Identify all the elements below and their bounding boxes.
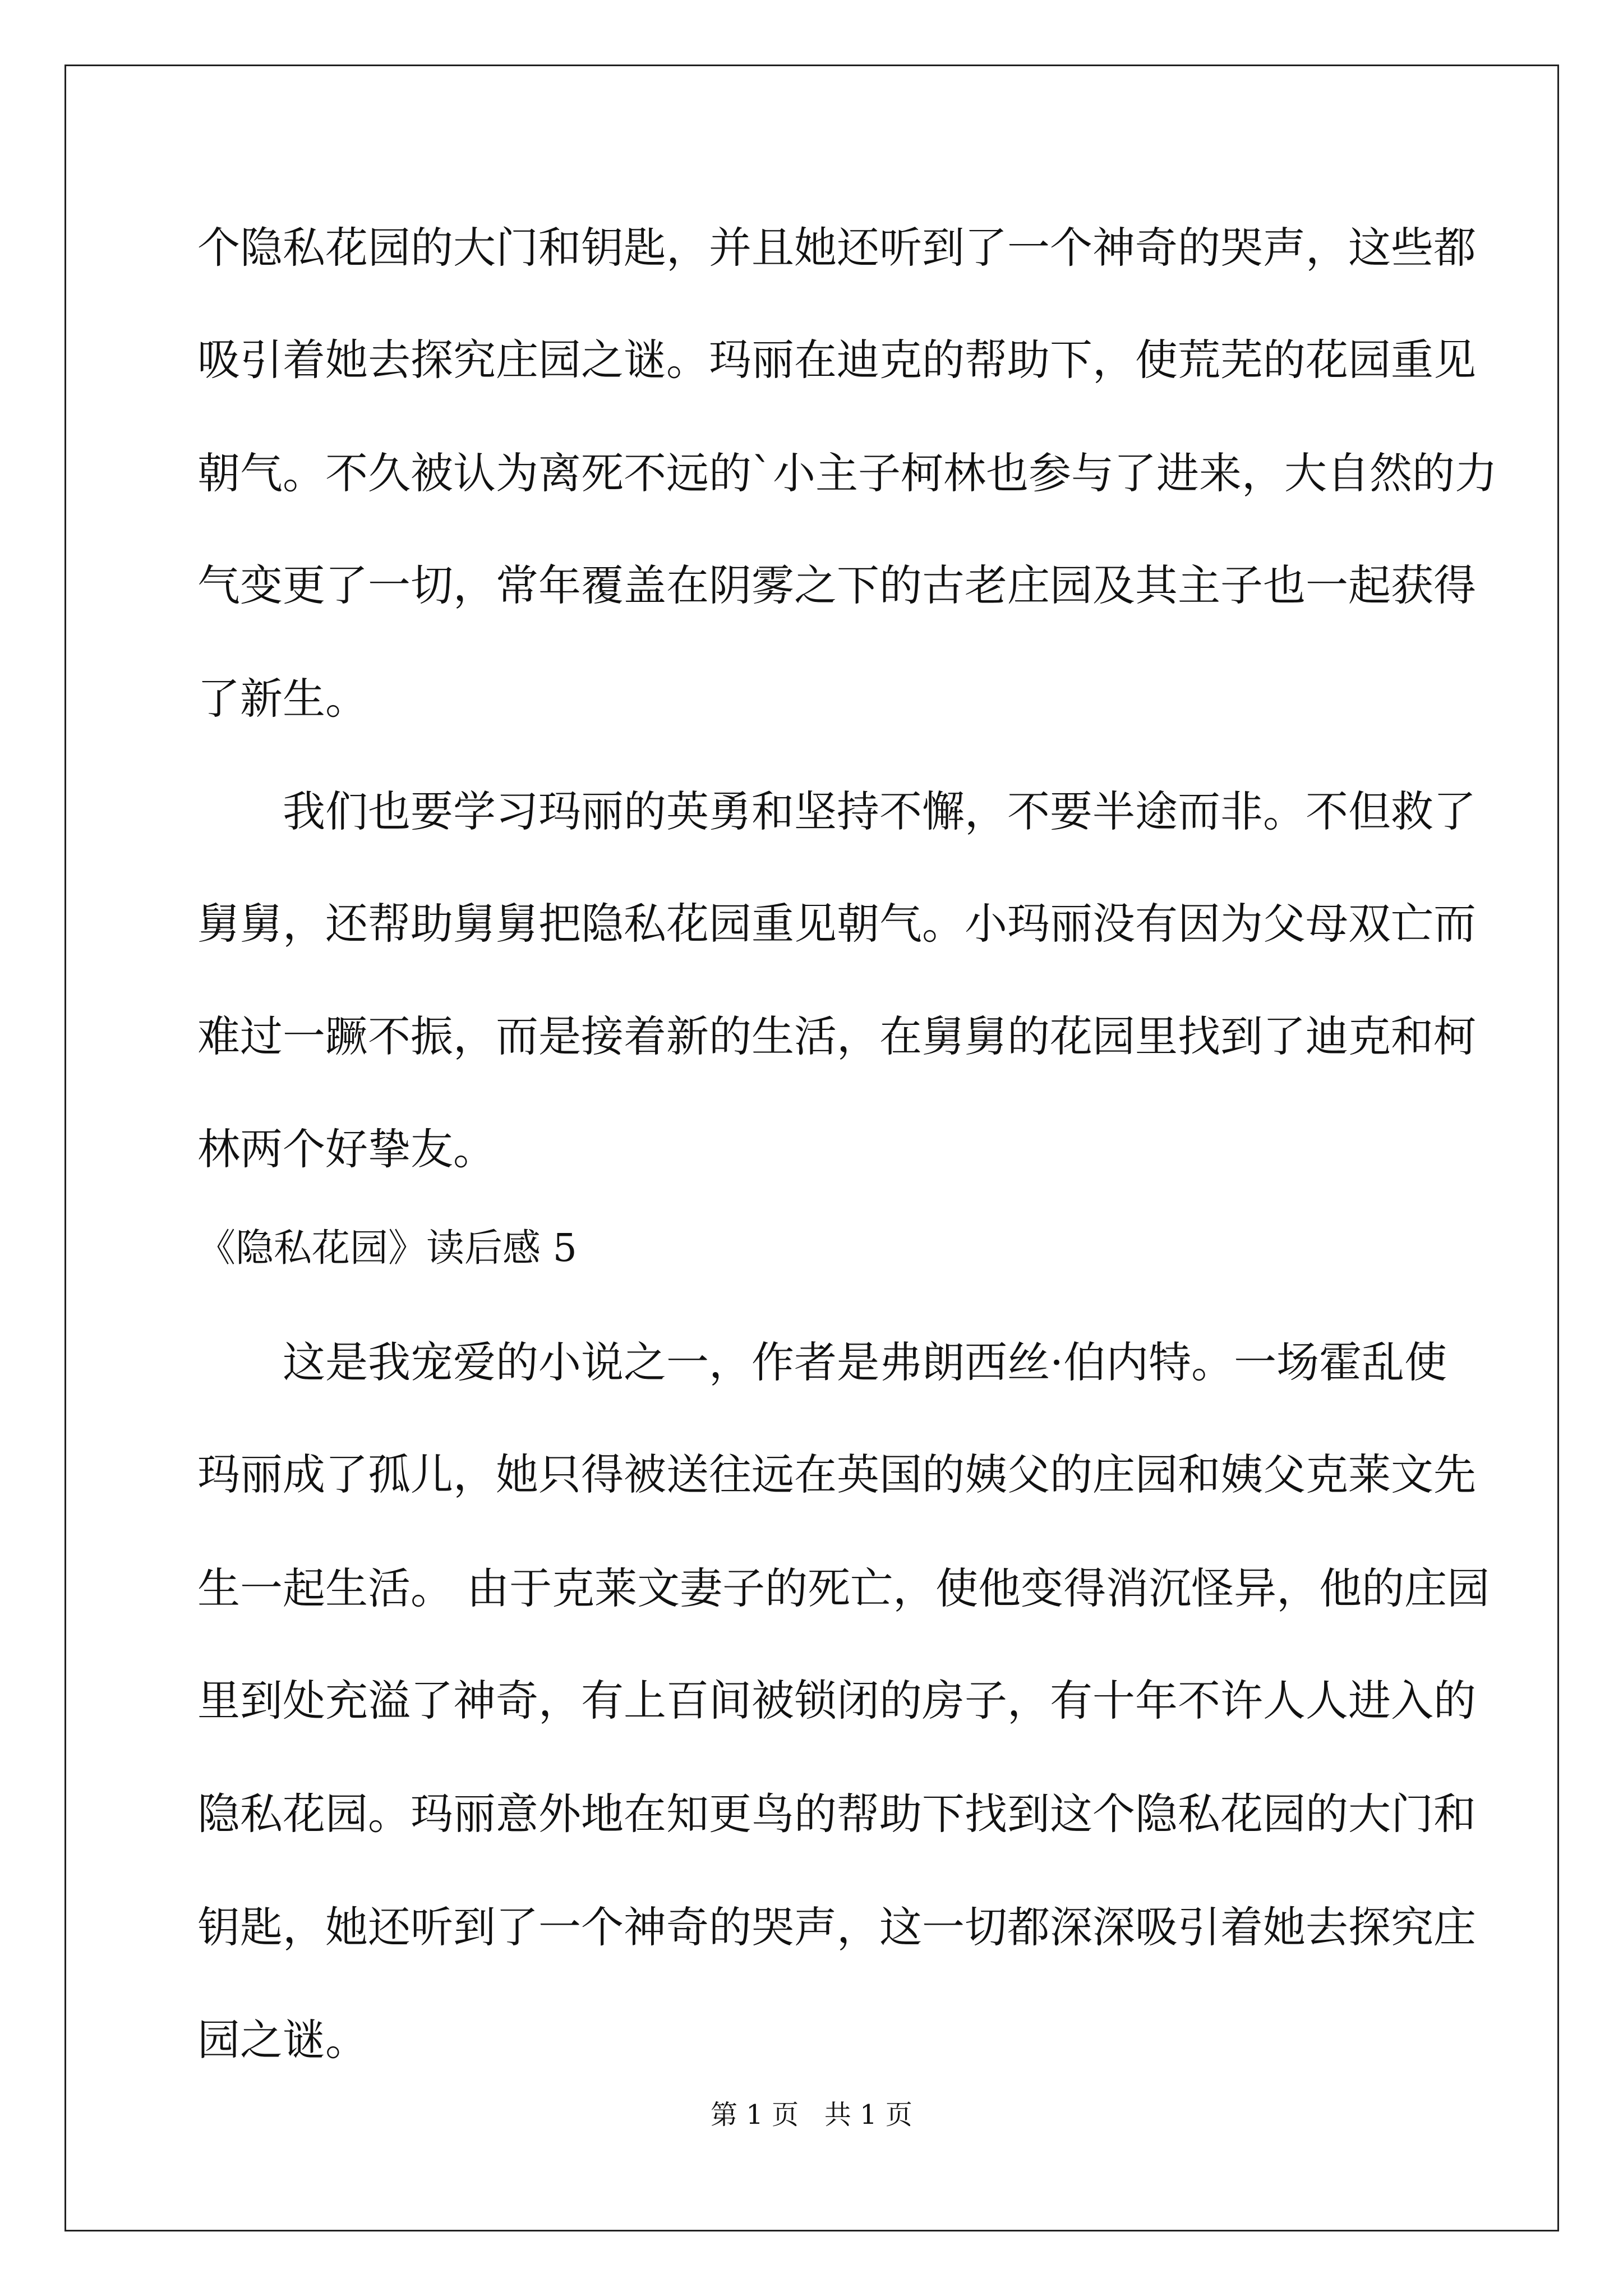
paragraph-line: 钥匙，她还听到了一个神奇的哭声，这一切都深深吸引着她去探究庄	[197, 1902, 1476, 1952]
paragraph-line: 这是我宠爱的小说之一，作者是弗朗西丝·伯内特。一场霍乱使	[283, 1337, 1447, 1387]
paragraph-line: 生一起生活。 由于克莱文妻子的死亡，使他变得消沉怪异，他的庄园	[197, 1563, 1490, 1613]
paragraph-line: 玛丽成了孤儿，她只得被送往远在英国的姨父的庄园和姨父克莱文先	[197, 1450, 1476, 1499]
paragraph-line: 我们也要学习玛丽的英勇和坚持不懈，不要半途而非。不但救了	[283, 786, 1476, 836]
paragraph-line: 气变更了一切，常年覆盖在阴雾之下的古老庄园及其主子也一起获得	[197, 560, 1476, 610]
paragraph-line: 了新生。	[197, 674, 368, 724]
paragraph-line: 难过一蹶不振，而是接着新的生活，在舅舅的花园里找到了迪克和柯	[197, 1011, 1476, 1061]
paragraph-line: 舅舅，还帮助舅舅把隐私花园重见朝气。小玛丽没有因为父母双亡而	[197, 899, 1476, 949]
page-footer: 第 1 页 共 1 页	[711, 2099, 912, 2131]
paragraph-line: 林两个好挚友。	[197, 1124, 496, 1174]
paragraph-line: 园之谜。	[197, 2015, 368, 2065]
section-heading: 《隐私花园》读后感 5	[197, 1226, 577, 1271]
paragraph-line: 朝气。不久被认为离死不远的`小主子柯林也参与了进来，大自然的力	[197, 448, 1497, 498]
paragraph-line: 个隐私花园的大门和钥匙，并且她还听到了一个神奇的哭声，这些都	[197, 223, 1476, 273]
paragraph-line: 隐私花园。玛丽意外地在知更鸟的帮助下找到这个隐私花园的大门和	[197, 1789, 1476, 1839]
paragraph-line: 吸引着她去探究庄园之谜。玛丽在迪克的帮助下，使荒芜的花园重见	[197, 335, 1476, 385]
paragraph-line: 里到处充溢了神奇，有上百间被锁闭的房子，有十年不许人人进入的	[197, 1676, 1476, 1726]
